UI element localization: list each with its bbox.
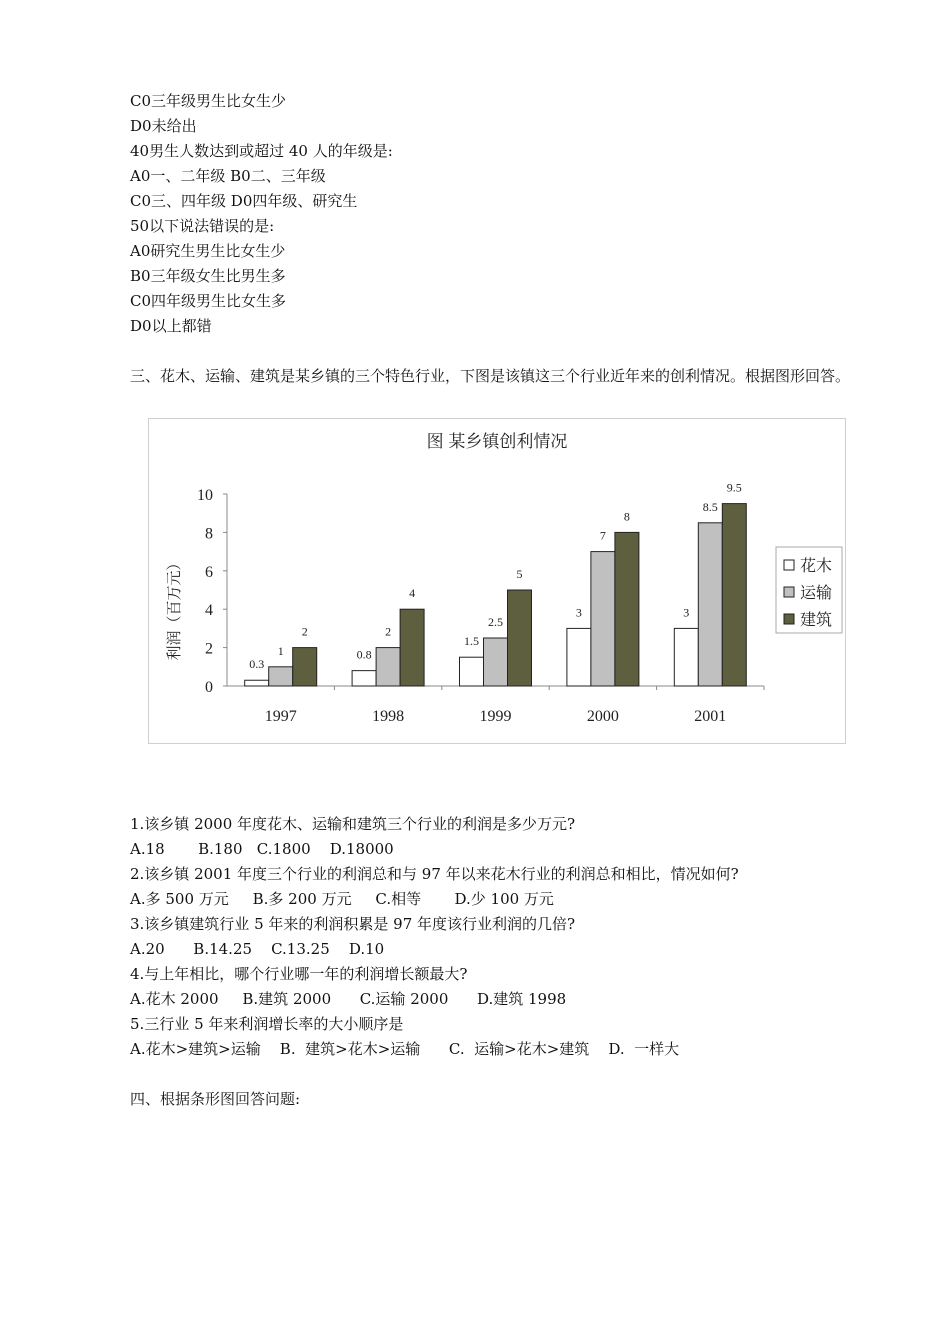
question-3-options: A.20 B.14.25 C.13.25 D.10 xyxy=(130,940,385,958)
section-3-text: 三、花木、运输、建筑是某乡镇的三个特色行业，下图是该镇这三个行业近年来的创利情况。根据图形回答。 xyxy=(130,367,851,385)
option-line: B0三年级女生比男生多 xyxy=(130,267,286,285)
section-3-intro xyxy=(84,364,874,389)
bar-花木-1997 xyxy=(245,680,269,686)
x-tick-label: 2001 xyxy=(694,708,727,725)
legend-swatch xyxy=(784,614,794,624)
bar-建筑-2000 xyxy=(615,532,639,686)
data-label: 0.8 xyxy=(356,647,372,662)
x-tick-label: 1997 xyxy=(264,708,297,725)
bar-运输-1999 xyxy=(484,638,508,686)
question-3: 3.该乡镇建筑行业 5 年来的利润积累是 97 年度该行业利润的几倍? xyxy=(130,915,576,933)
data-label: 3 xyxy=(683,605,690,620)
chart-svg xyxy=(149,419,845,743)
chart-title: 图 某乡镇创利情况 xyxy=(426,432,568,451)
y-tick-label: 10 xyxy=(197,487,213,504)
data-label: 0.3 xyxy=(249,657,265,672)
data-label: 9.5 xyxy=(726,480,742,495)
y-tick-label: 8 xyxy=(205,525,213,543)
bar-建筑-1999 xyxy=(508,590,532,686)
legend-label: 花木 xyxy=(800,558,833,575)
y-tick-label: 0 xyxy=(205,679,213,696)
chart-legend xyxy=(776,547,842,633)
question-2: 2.该乡镇 2001 年度三个行业的利润总和与 97 年以来花木行业的利润总和相比，情况如何? xyxy=(130,865,739,883)
legend-swatch xyxy=(784,560,794,570)
y-tick-label: 2 xyxy=(205,640,213,658)
data-label: 7 xyxy=(599,528,606,543)
bar-运输-1997 xyxy=(269,667,293,686)
question-4: 4.与上年相比，哪个行业哪一年的利润增长额最大? xyxy=(130,965,468,983)
question-5: 5.三行业 5 年来利润增长率的大小顺序是 xyxy=(130,1015,404,1033)
data-label: 5 xyxy=(516,567,523,581)
option-line: D0以上都错 xyxy=(130,317,212,335)
profit-chart xyxy=(148,418,846,744)
option-line: A0研究生男生比女生少 xyxy=(130,242,286,260)
data-label: 1.5 xyxy=(464,634,479,649)
bar-建筑-1998 xyxy=(400,609,424,686)
data-label: 3 xyxy=(575,605,582,620)
y-tick-label: 4 xyxy=(205,602,213,620)
data-label: 2.5 xyxy=(488,615,503,629)
question-5-options: A.花木>建筑>运输 B. 建筑>花木>运输 C. 运输>花木>建筑 D. 一样大 xyxy=(130,1040,680,1058)
data-label: 8.5 xyxy=(702,499,718,514)
option-line: D0未给出 xyxy=(130,117,197,135)
option-line: A0一、二年级 B0二、三年级 xyxy=(130,167,326,185)
bar-花木-1999 xyxy=(460,657,484,686)
bar-运输-2000 xyxy=(591,552,615,686)
question-line: 50以下说法错误的是: xyxy=(130,217,275,235)
bar-花木-1998 xyxy=(352,671,376,686)
bar-运输-1998 xyxy=(376,648,400,686)
question-line: 40男生人数达到或超过 40 人的年级是: xyxy=(130,142,393,160)
question-1-options: A.18 B.180 C.1800 D.18000 xyxy=(130,840,394,858)
data-label: 2 xyxy=(301,624,308,639)
x-tick-label: 1998 xyxy=(372,708,405,725)
data-label: 4 xyxy=(409,586,416,601)
section-4-heading: 四、根据条形图回答问题: xyxy=(130,1090,301,1108)
bar-花木-2001 xyxy=(674,628,698,686)
data-label: 2 xyxy=(385,624,392,639)
x-tick-label: 1999 xyxy=(479,708,512,725)
legend-label: 建筑 xyxy=(800,612,833,629)
question-4-options: A.花木 2000 B.建筑 2000 C.运输 2000 D.建筑 1998 xyxy=(130,990,567,1008)
legend-swatch xyxy=(784,587,794,597)
y-axis-label: 利润（百万元） xyxy=(166,555,183,661)
option-line: C0四年级男生比女生多 xyxy=(130,292,287,310)
option-line: C0三年级男生比女生少 xyxy=(130,92,287,110)
legend-label: 运输 xyxy=(800,585,833,602)
data-label: 1 xyxy=(277,643,284,658)
question-1: 1.该乡镇 2000 年度花木、运输和建筑三个行业的利润是多少万元? xyxy=(130,815,576,833)
x-tick-label: 2000 xyxy=(586,708,619,725)
bar-花木-2000 xyxy=(567,628,591,686)
y-tick-label: 6 xyxy=(205,563,213,581)
bar-运输-2001 xyxy=(698,523,722,686)
data-label: 8 xyxy=(623,509,630,524)
question-2-options: A.多 500 万元 B.多 200 万元 C.相等 D.少 100 万元 xyxy=(130,890,554,908)
option-line: C0三、四年级 D0四年级、研究生 xyxy=(130,192,358,210)
bar-建筑-2001 xyxy=(722,504,746,686)
bar-建筑-1997 xyxy=(293,648,317,686)
